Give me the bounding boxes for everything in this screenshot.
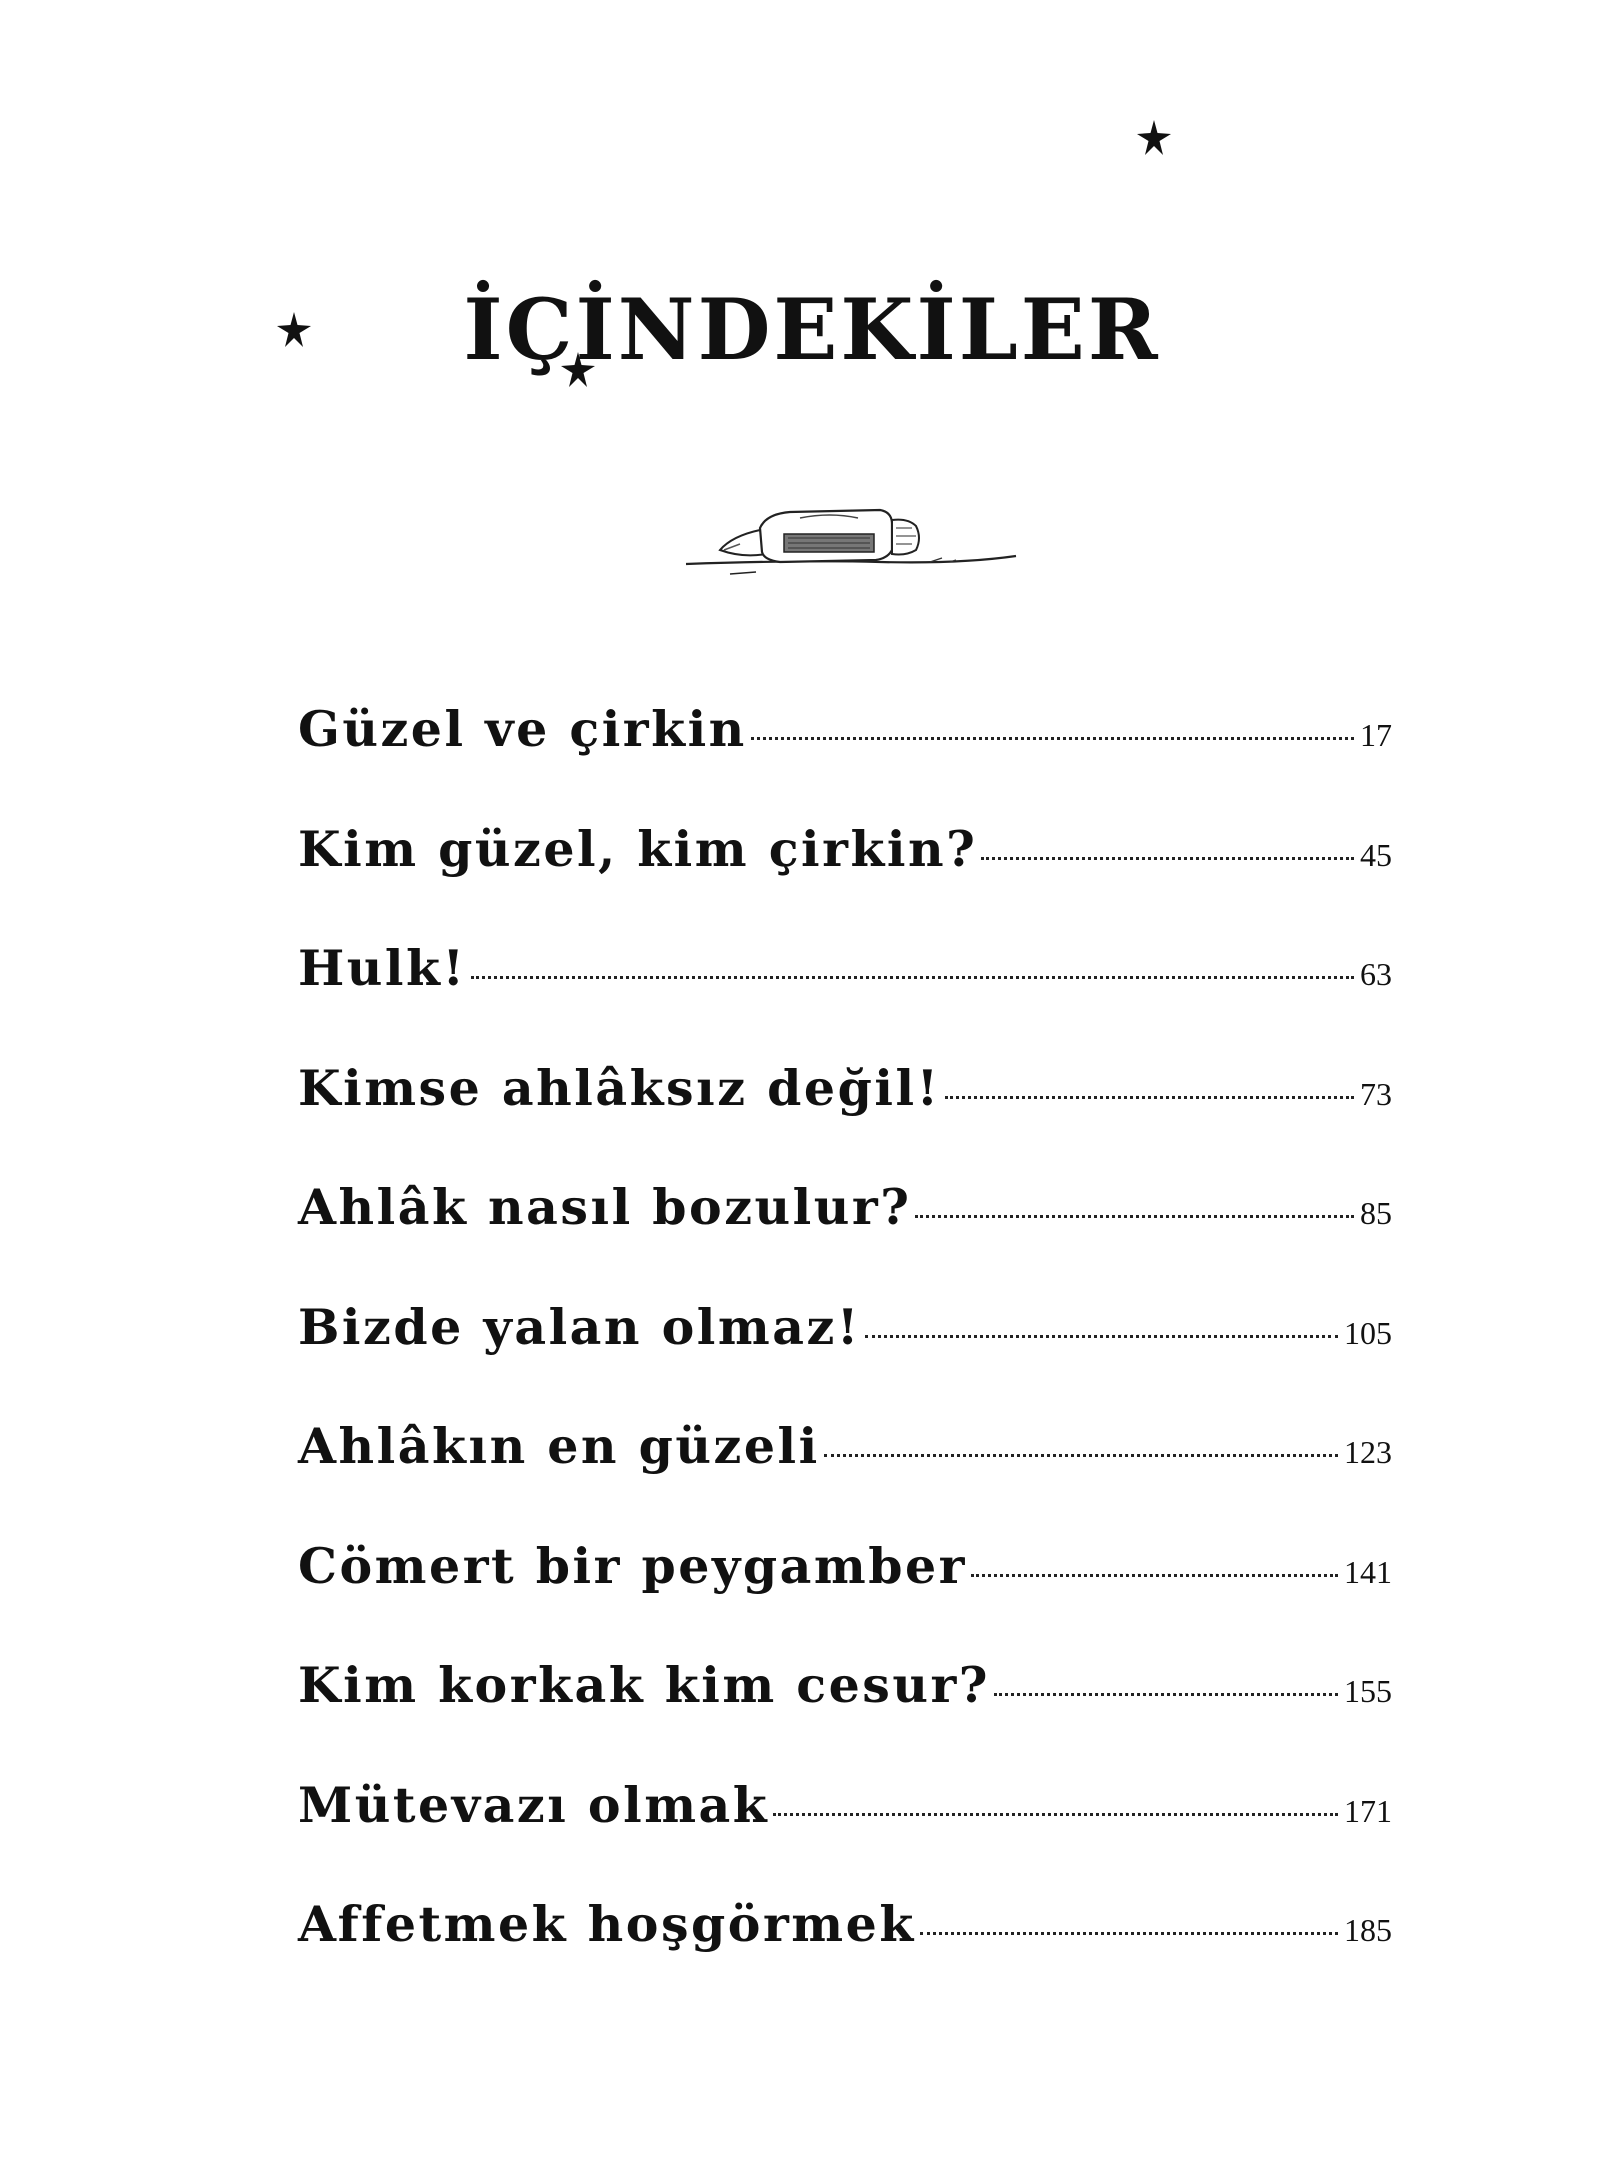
toc-entry[interactable] bbox=[298, 1527, 1392, 1647]
toc-entry-page: 63 bbox=[1360, 956, 1392, 992]
star-icon bbox=[1134, 118, 1174, 158]
toc-entry-title: Mütevazı olmak bbox=[298, 1775, 770, 1834]
toc-list bbox=[298, 690, 1392, 2005]
toc-entry-title: Bizde yalan olmaz! bbox=[298, 1297, 861, 1356]
toc-entry[interactable] bbox=[298, 1049, 1392, 1169]
dot-leader bbox=[981, 857, 1354, 860]
toc-entry-page: 17 bbox=[1360, 717, 1392, 753]
toc-entry-title: Kim güzel, kim çirkin? bbox=[298, 819, 978, 878]
dot-leader bbox=[773, 1813, 1338, 1816]
dot-leader bbox=[971, 1574, 1338, 1577]
toc-entry-page: 141 bbox=[1344, 1553, 1392, 1590]
toc-entry-title: Güzel ve çirkin bbox=[298, 700, 747, 758]
toc-entry[interactable] bbox=[298, 1288, 1392, 1408]
toc-entry[interactable] bbox=[298, 1407, 1392, 1527]
toc-entry[interactable] bbox=[298, 690, 1392, 810]
toc-entry-title: Ahlâkın en güzeli bbox=[298, 1417, 820, 1475]
dot-leader bbox=[471, 976, 1355, 979]
toc-entry-page: 155 bbox=[1344, 1673, 1392, 1709]
toc-entry[interactable] bbox=[298, 1646, 1392, 1766]
dot-leader bbox=[920, 1932, 1338, 1935]
toc-entry-title: Ahlâk nasıl bozulur? bbox=[298, 1178, 912, 1236]
toc-entry[interactable] bbox=[298, 929, 1392, 1049]
toc-entry-title: Kimse ahlâksız değil! bbox=[298, 1058, 941, 1117]
toc-entry[interactable] bbox=[298, 1766, 1392, 1886]
toc-entry-page: 185 bbox=[1344, 1912, 1392, 1948]
dot-leader bbox=[945, 1096, 1354, 1099]
dot-leader bbox=[994, 1693, 1338, 1696]
toc-entry-title: Hulk! bbox=[298, 939, 467, 997]
toc-entry-title: Affetmek hoşgörmek bbox=[298, 1895, 916, 1953]
toc-entry-page: 123 bbox=[1344, 1434, 1392, 1470]
toc-entry-page: 85 bbox=[1360, 1195, 1392, 1231]
toc-entry-title: Kim korkak kim cesur? bbox=[298, 1656, 990, 1714]
toc-entry-page: 45 bbox=[1360, 836, 1392, 873]
toc-entry[interactable] bbox=[298, 810, 1392, 930]
dot-leader bbox=[865, 1335, 1338, 1338]
dot-leader bbox=[915, 1215, 1354, 1218]
toc-entry-title: Cömert bir peygamber bbox=[298, 1536, 967, 1595]
toc-entry-page: 105 bbox=[1344, 1314, 1392, 1351]
toc-entry-page: 171 bbox=[1344, 1792, 1392, 1829]
toc-entry[interactable] bbox=[298, 1885, 1392, 2005]
toc-entry[interactable] bbox=[298, 1168, 1392, 1288]
fallen-bottle-icon bbox=[680, 500, 1020, 590]
dot-leader bbox=[751, 737, 1354, 740]
toc-entry-page: 73 bbox=[1360, 1075, 1392, 1112]
page-title: İÇİNDEKİLER bbox=[463, 280, 1161, 380]
dot-leader bbox=[824, 1454, 1338, 1457]
